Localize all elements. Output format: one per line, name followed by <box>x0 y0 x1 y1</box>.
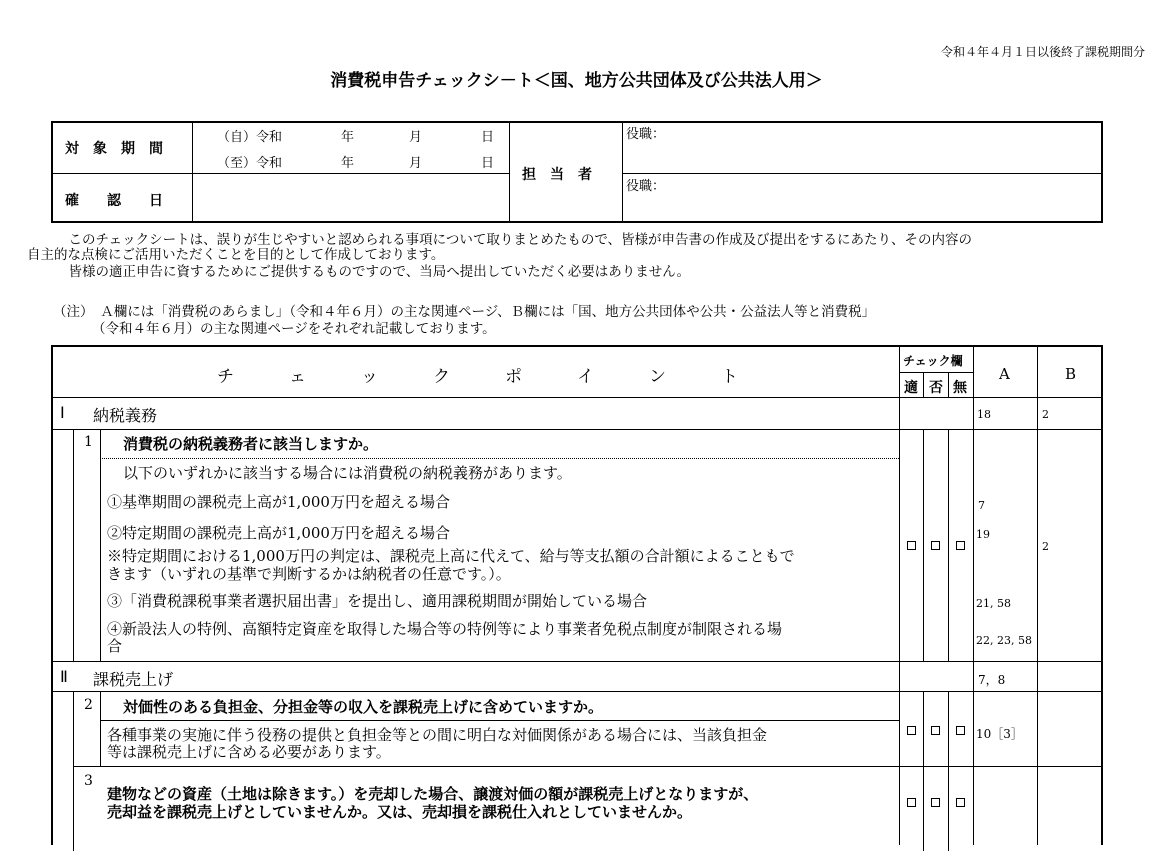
item-2-number: 2 <box>84 697 93 713</box>
item-1-question: 消費税の納税義務者に該当しますか。 <box>123 435 379 453</box>
section-1-ref-b: 2 <box>1042 408 1049 421</box>
document-title: 消費税申告チェックシ－ト＜国、地方公共団体及び公共法人用＞ <box>330 71 823 91</box>
section-1-title: 納税義務 <box>93 406 158 425</box>
item-2-ref-a: 10［3］ <box>976 727 1023 741</box>
check-not-header: 否 <box>929 380 943 396</box>
period-to-year: 年 <box>341 156 355 171</box>
item-2-check-none[interactable] <box>956 726 965 735</box>
item-2-check-applicable[interactable] <box>907 726 916 735</box>
item-3-check-applicable[interactable] <box>907 798 916 807</box>
item-1-point-2: ②特定期間の課税売上高が1,000万円を超える場合 <box>107 524 450 542</box>
section-2-number: Ⅱ <box>60 667 68 686</box>
period-to-prefix: （至）令和 <box>217 156 283 171</box>
checkpoint-char-4: ク <box>433 367 450 387</box>
target-period-label: 対 象 期 間 <box>65 141 163 157</box>
item-3-question-line-2: 売却益を課税売上げとしていませんか。又は、売却損を課税仕入れとしていませんか。 <box>107 803 693 821</box>
check-none-header: 無 <box>953 380 967 396</box>
item-1-point-2-note-a: ※特定期間における1,000万円の判定は、課税売上高に代えて、給与等支払額の合計額によることもで <box>107 547 795 565</box>
item-1-number: 1 <box>84 434 93 450</box>
item-1-lead: 以下のいずれかに該当する場合には消費税の納税義務があります。 <box>123 464 572 482</box>
item-1-point-4: ④新設法人の特例、高額特定資産を取得した場合等の特例等により事業者免税点制度が制限される場 <box>107 620 783 638</box>
section-1-ref-a: 18 <box>977 408 991 421</box>
item-3-check-none[interactable] <box>956 798 965 807</box>
item-2-check-not[interactable] <box>931 726 940 735</box>
checkpoint-char-3: ッ <box>361 367 378 387</box>
section-1-number: Ⅰ <box>60 403 65 422</box>
period-to-month: 月 <box>409 156 423 171</box>
column-a-header: A <box>999 365 1010 383</box>
item-1-check-applicable[interactable] <box>907 541 916 550</box>
period-to-day: 日 <box>481 156 495 171</box>
item-3-number: 3 <box>84 773 93 789</box>
checkpoint-char-5: ポ <box>505 367 522 387</box>
item-1-check-not[interactable] <box>931 541 940 550</box>
section-2-ref-a: 7，8 <box>978 673 1006 687</box>
section-2-title: 課税売上げ <box>93 670 174 689</box>
item-1-ref-a-3: 21, 58 <box>976 597 1011 610</box>
checkpoint-char-1: チ <box>217 367 234 387</box>
period-from-year: 年 <box>341 130 355 145</box>
check-column-header: チェック欄 <box>903 354 963 368</box>
item-1-ref-b: 2 <box>1042 540 1049 553</box>
item-1-check-none[interactable] <box>956 541 965 550</box>
period-from-month: 月 <box>409 130 423 145</box>
header-info-box <box>51 121 1103 223</box>
item-1-ref-a-2: 19 <box>976 528 990 541</box>
intro-line-2: 自主的な点検にご活用いただくことを目的として作成しております。 <box>27 247 445 263</box>
note-line-1: （注） Ａ欄には「消費税のあらまし」（令和４年６月）の主な関連ページ、Ｂ欄には「国、地方公共団体や公共・公益法人等と消費税」 <box>53 304 876 320</box>
checkpoint-char-8: ト <box>721 367 738 387</box>
period-from-day: 日 <box>481 130 495 145</box>
person-in-charge-label: 担 当 者 <box>522 167 592 183</box>
item-2-detail-1: 各種事業の実施に伴う役務の提供と負担金等との間に明白な対価関係がある場合には、当該負担金 <box>107 726 768 744</box>
checkpoint-char-7: ン <box>649 367 666 387</box>
checkpoint-char-6: イ <box>577 367 594 387</box>
checkpoint-char-2: ェ <box>289 367 306 387</box>
item-1-point-4-cont: 合 <box>107 637 123 655</box>
intro-line-1: このチェックシートは、誤りが生じやすいと認められる事項について取りまとめたもので、皆様が申告書の作成及び提出をするにあたり、その内容の <box>55 232 973 248</box>
post-label-2: 役職： <box>626 179 666 194</box>
period-from-prefix: （自）令和 <box>217 130 283 145</box>
item-1-ref-a-1: 7 <box>978 499 985 512</box>
applicable-period-note: 令和４年４月１日以後終了課税期間分 <box>940 45 1145 59</box>
item-3-question-line-1: 建物などの資産（土地は除きます。）を売却した場合、譲渡対価の額が課税売上げとなりますが、 <box>107 785 759 803</box>
item-3-check-not[interactable] <box>931 798 940 807</box>
intro-line-3: 皆様の適正申告に資するためにご提供するものですので、当局へ提出していただく必要はありません。 <box>55 264 691 280</box>
item-2-question: 対価性のある負担金、分担金等の収入を課税売上げに含めていますか。 <box>123 698 604 716</box>
item-1-ref-a-4: 22, 23, 58 <box>976 634 1032 647</box>
checklist-table <box>51 345 1103 845</box>
item-1-point-1: ①基準期間の課税売上高が1,000万円を超える場合 <box>107 493 450 511</box>
confirmation-date-label: 確 認 日 <box>65 193 163 209</box>
item-2-detail-2: 等は課税売上げに含める必要があります。 <box>107 743 391 761</box>
column-b-header: B <box>1065 365 1077 383</box>
item-1-point-2-note-b: きます（いずれの基準で判断するかは納税者の任意です。）。 <box>107 565 511 583</box>
post-label-1: 役職： <box>626 127 666 142</box>
check-applicable-header: 適 <box>904 380 918 396</box>
note-line-2: （令和４年６月）の主な関連ページをそれぞれ記載しております。 <box>92 321 496 337</box>
item-1-point-3: ③「消費税課税事業者選択届出書」を提出し、適用課税期間が開始している場合 <box>107 592 648 610</box>
